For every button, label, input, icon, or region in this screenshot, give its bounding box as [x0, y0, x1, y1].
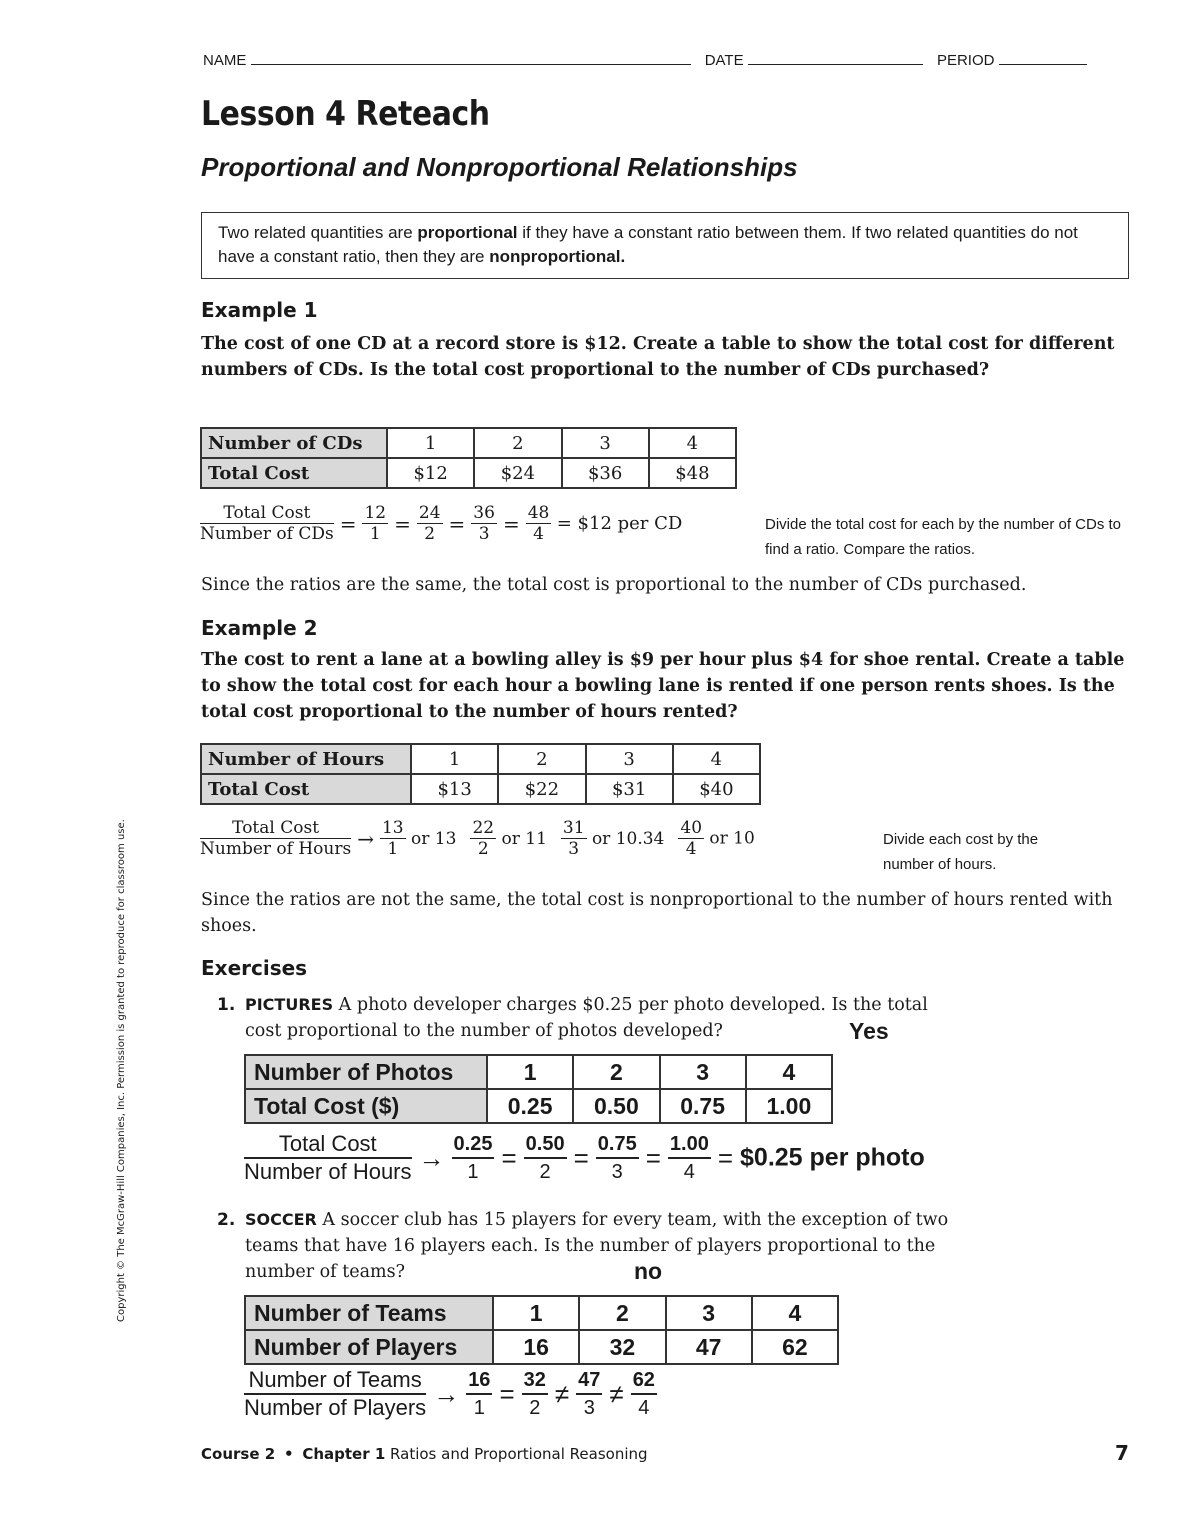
- name-field[interactable]: [251, 64, 691, 65]
- fraction-denominator: Number of Hours: [244, 1159, 412, 1184]
- fraction-numerator: 62: [631, 1367, 657, 1395]
- table-cell[interactable]: 4: [752, 1296, 838, 1330]
- example2-side-note: Divide each cost by the number of hours.: [883, 831, 1039, 873]
- fraction-denominator: Number of Hours: [200, 839, 352, 859]
- table-cell: 4: [673, 744, 760, 774]
- example1-heading: Example 1: [201, 298, 318, 322]
- fraction-numerator: 1.00: [668, 1131, 711, 1159]
- ratio-result: $0.25 per photo: [740, 1143, 925, 1172]
- table-row: [245, 1089, 832, 1123]
- table-cell[interactable]: 2: [573, 1055, 659, 1089]
- table-cell[interactable]: 1.00: [746, 1089, 832, 1123]
- fraction-numerator: Total Cost: [200, 818, 351, 839]
- fraction-denominator: 2: [529, 1397, 541, 1419]
- exercise1-number: 1.: [217, 995, 236, 1015]
- ratio-decimal: or 10: [709, 828, 755, 849]
- table-cell[interactable]: 62: [752, 1330, 838, 1364]
- fraction-denominator: 4: [683, 1161, 695, 1183]
- table-cell: $48: [649, 458, 736, 488]
- table-header-cell: Number of Hours: [201, 744, 411, 774]
- example1-conclusion: Since the ratios are the same, the total cost is proportional to the number of CDs purchased.: [201, 575, 1027, 595]
- period-label: PERIOD: [936, 52, 995, 69]
- fraction-denominator: 4: [638, 1397, 650, 1419]
- table-cell[interactable]: 1: [493, 1296, 579, 1330]
- table-cell: $22: [498, 774, 585, 804]
- table-cell: 4: [649, 428, 736, 458]
- exercise2-table: [244, 1295, 839, 1365]
- fraction-denominator: 3: [611, 1161, 623, 1183]
- fraction-denominator: 2: [477, 839, 489, 859]
- term-nonproportional: nonproportional.: [489, 247, 626, 266]
- table-cell: $24: [474, 458, 561, 488]
- fraction: [380, 818, 406, 859]
- fraction-numerator: 40: [680, 818, 703, 838]
- fraction-numerator: 0.25: [452, 1131, 495, 1159]
- fraction-numerator: 13: [381, 818, 404, 838]
- date-field[interactable]: [748, 64, 923, 65]
- definition-text: Two related quantities are: [218, 223, 418, 242]
- ratio-decimal: or 11: [501, 828, 547, 849]
- table-cell[interactable]: 0.50: [573, 1089, 659, 1123]
- example1-problem: The cost of one CD at a record store is $12. Create a table to show the total cost for different numbers of CDs. Is the total cost proportional to the number of CDs purchased?: [201, 334, 1115, 380]
- equation-operator: =: [499, 1378, 515, 1409]
- fraction-numerator: Number of Teams: [244, 1367, 426, 1395]
- table-cell[interactable]: 2: [579, 1296, 665, 1330]
- ratio-decimal: or 13: [411, 828, 457, 849]
- fraction-denominator: 2: [424, 524, 436, 544]
- table-cell[interactable]: 3: [660, 1055, 746, 1089]
- fraction-numerator: 32: [522, 1367, 548, 1395]
- table-cell: 2: [498, 744, 585, 774]
- fraction: [668, 1131, 711, 1185]
- table-header-cell: Total Cost: [201, 458, 387, 488]
- fraction-denominator: 3: [478, 524, 490, 544]
- example1-ratio-equation: $\frac{\text{Total Cost}}{\text{Number of CDs}}$ = $\frac{12}{1}$ = $\frac{24}{2}$ = $\frac{36}{3}$ = $\frac{48}{4}$ = $12 per CD: [200, 503, 683, 544]
- ratio-label-fraction: [200, 503, 334, 544]
- fraction: [471, 503, 497, 544]
- fraction: [526, 503, 552, 544]
- exercise2-text: A soccer club has 15 players for every team, with the exception of two teams that have 16 players each. Is the number of players proportional to the number of teams?: [245, 1210, 949, 1282]
- table-row: [201, 774, 760, 804]
- example2-table: [200, 743, 761, 805]
- equation-operator: ≠: [554, 1378, 570, 1409]
- table-header-cell: Number of CDs: [201, 428, 387, 458]
- table-cell[interactable]: 4: [746, 1055, 832, 1089]
- page-subtitle: Proportional and Nonproportional Relationships: [201, 152, 798, 182]
- fraction-numerator: 0.50: [524, 1131, 567, 1159]
- fraction: [576, 1367, 602, 1421]
- fraction: [470, 818, 496, 859]
- table-cell: $13: [411, 774, 498, 804]
- fraction: [417, 503, 443, 544]
- fraction-denominator: 3: [568, 839, 580, 859]
- exercise2-answer[interactable]: no: [634, 1258, 663, 1284]
- exercise1-text: A photo developer charges $0.25 per photo developed. Is the total cost proportional to the number of photos developed?: [245, 995, 928, 1041]
- table-row: [245, 1055, 832, 1089]
- fraction: [452, 1131, 495, 1185]
- page-title: Lesson 4 Reteach: [201, 94, 490, 134]
- exercises-heading: Exercises: [201, 956, 308, 980]
- footer-chapter-title: Ratios and Proportional Reasoning: [390, 1445, 648, 1463]
- table-cell[interactable]: 16: [493, 1330, 579, 1364]
- fraction-denominator: 1: [473, 1397, 485, 1419]
- ratio-label-fraction: [244, 1367, 426, 1421]
- table-header-cell: Number of Players: [245, 1330, 493, 1364]
- name-label: NAME: [203, 52, 247, 69]
- table-header-cell: Total Cost: [201, 774, 411, 804]
- exercise1-table: [244, 1054, 833, 1124]
- term-proportional: proportional: [417, 223, 518, 242]
- table-header-cell: Total Cost ($): [245, 1089, 487, 1123]
- fraction-numerator: Total Cost: [200, 503, 334, 524]
- table-cell: 3: [586, 744, 673, 774]
- table-cell: 1: [387, 428, 474, 458]
- period-field[interactable]: [999, 64, 1087, 65]
- table-row: [201, 458, 736, 488]
- table-cell: $12: [387, 458, 474, 488]
- table-row: [201, 428, 736, 458]
- fraction-numerator: 12: [364, 503, 387, 523]
- exercise2-number: 2.: [217, 1210, 236, 1230]
- fraction: [631, 1367, 657, 1421]
- example1-side-note: Divide the total cost for each by the number of CDs to find a ratio. Compare the ratios.: [765, 516, 1122, 558]
- footer-chapter: Chapter 1: [302, 1445, 386, 1463]
- exercise1-topic: PICTURES: [245, 995, 334, 1014]
- fraction-denominator: 1: [387, 839, 399, 859]
- table-cell[interactable]: 3: [666, 1296, 752, 1330]
- fraction: [524, 1131, 567, 1185]
- copyright-notice: Copyright © The McGraw-Hill Companies, Inc. Permission is granted to reproduce for classroom use.: [116, 819, 127, 1322]
- date-label: DATE: [704, 52, 744, 69]
- table-cell[interactable]: 47: [666, 1330, 752, 1364]
- exercise2-problem: [245, 1207, 975, 1285]
- example1-table: [200, 427, 737, 489]
- example2-conclusion: Since the ratios are not the same, the total cost is nonproportional to the number of hours rented with shoes.: [201, 890, 1113, 936]
- table-row: [201, 744, 760, 774]
- exercise2-topic: SOCCER: [245, 1210, 317, 1229]
- fraction-denominator: 3: [583, 1397, 595, 1419]
- fraction: [596, 1131, 639, 1185]
- fraction-numerator: 24: [418, 503, 441, 523]
- ratio-decimal: or 10.34: [591, 828, 665, 849]
- exercise2-ratio-equation[interactable]: $\frac{\text{Number of Teams}}{\text{Number of Players}}$ → $\frac{16}{1}$ = $\frac{32}{2}$ ≠ $\frac{47}{3}$ ≠ $\frac{62}{4}$: [244, 1367, 655, 1420]
- page-number: 7: [1115, 1441, 1129, 1465]
- equation-operator: ≠: [609, 1378, 624, 1409]
- table-cell[interactable]: 0.75: [660, 1089, 746, 1123]
- table-row: [245, 1296, 838, 1330]
- fraction-numerator: 47: [576, 1367, 602, 1395]
- ratio-label-fraction: [200, 818, 351, 859]
- table-cell: $36: [562, 458, 649, 488]
- page-footer: [201, 1445, 648, 1463]
- table-cell: 3: [562, 428, 649, 458]
- fraction-numerator: 31: [562, 818, 585, 838]
- fraction-denominator: 4: [533, 524, 544, 544]
- fraction: [362, 503, 388, 544]
- definition-text-2: if they have a constant ratio between them. If two related quantities do not have a constant ratio, then they are: [218, 223, 1078, 266]
- table-cell[interactable]: 32: [579, 1330, 665, 1364]
- fraction-denominator: Number of CDs: [200, 524, 334, 544]
- fraction-denominator: 4: [685, 839, 697, 859]
- ratio-result: = $12 per CD: [556, 513, 683, 534]
- example2-ratio-equation: $\frac{\text{Total Cost}}{\text{Number of Hours}}$ → $\frac{13}{1}$ or 13 $\frac{22}{2}$ or 11 $\frac{31}{3}$ or 10.34 $\frac{40}{4}$ or 10: [200, 818, 755, 859]
- table-cell: $40: [673, 774, 760, 804]
- fraction: [466, 1367, 492, 1421]
- footer-course: Course 2: [201, 1445, 276, 1463]
- fraction-denominator: 1: [369, 524, 381, 544]
- fraction-denominator: 1: [467, 1161, 479, 1183]
- fraction: [522, 1367, 548, 1421]
- table-header-cell: Number of Teams: [245, 1296, 493, 1330]
- fraction: [678, 818, 704, 859]
- fraction-numerator: 22: [472, 818, 495, 838]
- footer-bullet: •: [283, 1445, 294, 1463]
- fraction-numerator: 0.75: [596, 1131, 639, 1159]
- fraction-numerator: 48: [527, 503, 550, 523]
- example2-heading: Example 2: [201, 616, 318, 640]
- fraction-denominator: 2: [539, 1161, 551, 1183]
- table-cell[interactable]: 0.25: [487, 1089, 573, 1123]
- fraction-denominator: Number of Players: [244, 1395, 427, 1420]
- table-cell[interactable]: 1: [487, 1055, 573, 1089]
- fraction-numerator: Total Cost: [244, 1131, 412, 1159]
- table-cell: $31: [586, 774, 673, 804]
- ratio-label-fraction: [244, 1131, 412, 1185]
- fraction: [561, 818, 587, 859]
- example2-problem: The cost to rent a lane at a bowling alley is $9 per hour plus $4 for shoe rental. Create a table to show the total cost for each hour a bowling lane is rented if one person rents shoes. Is the total cost proportional to the number of hours rented?: [201, 650, 1125, 722]
- table-header-cell: Number of Photos: [245, 1055, 487, 1089]
- fraction-numerator: 36: [473, 503, 495, 523]
- definition-box: [201, 212, 1129, 279]
- table-row: [245, 1330, 838, 1364]
- exercise1-ratio-equation[interactable]: $\frac{\text{Total Cost}}{\text{Number of Hours}}$ → $\frac{0.25}{1}$ = $\frac{0.50}{2}$ = $\frac{0.75}{3}$ = $\frac{1.00}{4}$ = $0.25 per photo: [244, 1131, 925, 1184]
- fraction-numerator: 16: [466, 1367, 492, 1395]
- table-cell: 2: [474, 428, 561, 458]
- header: [203, 52, 1128, 69]
- exercise1-answer[interactable]: Yes: [849, 1018, 889, 1044]
- table-cell: 1: [411, 744, 498, 774]
